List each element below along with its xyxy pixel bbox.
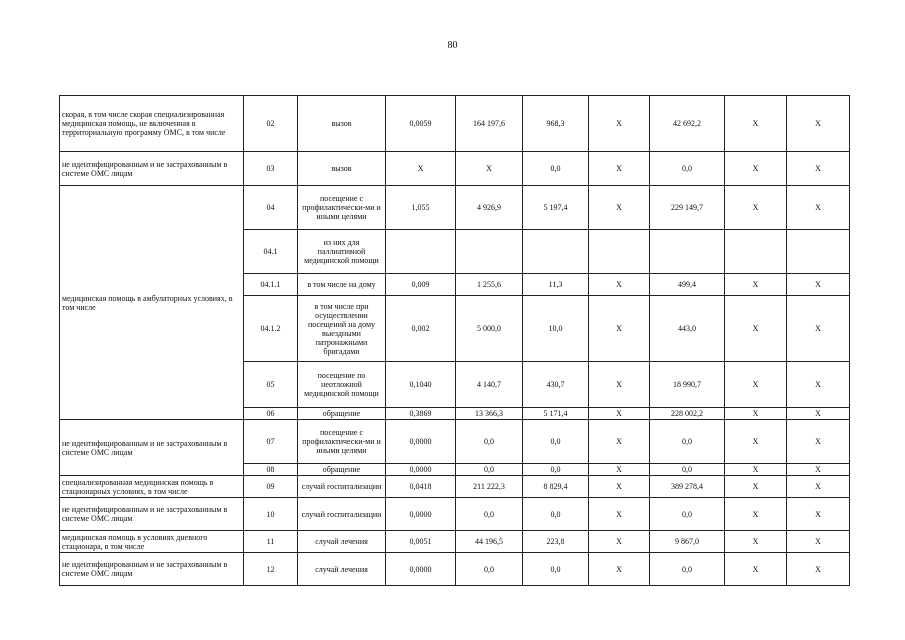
row-value: X bbox=[725, 420, 787, 464]
row-unit: в том числе на дому bbox=[298, 274, 386, 296]
row-value: X bbox=[725, 553, 787, 586]
row-code: 04 bbox=[244, 186, 298, 230]
row-value: 11,3 bbox=[523, 274, 589, 296]
row-value: X bbox=[787, 408, 850, 420]
row-value: 42 692,2 bbox=[650, 96, 725, 152]
row-value: X bbox=[725, 362, 787, 408]
row-value: 4 140,7 bbox=[456, 362, 523, 408]
row-value: X bbox=[787, 362, 850, 408]
row-value: X bbox=[589, 274, 650, 296]
row-value: 229 149,7 bbox=[650, 186, 725, 230]
row-unit: посещение по неотложной медицинской помощи bbox=[298, 362, 386, 408]
table-row bbox=[60, 553, 850, 586]
table-row bbox=[60, 186, 850, 230]
row-code: 11 bbox=[244, 531, 298, 553]
row-value: X bbox=[787, 274, 850, 296]
row-code: 04.1.2 bbox=[244, 296, 298, 362]
row-value: X bbox=[386, 152, 456, 186]
row-value: X bbox=[787, 464, 850, 476]
row-value: 0,009 bbox=[386, 274, 456, 296]
row-value: X bbox=[589, 464, 650, 476]
row-code: 04.1.1 bbox=[244, 274, 298, 296]
row-value bbox=[456, 230, 523, 274]
row-name: специализированная медицинская помощь в стационарных условиях, в том числе bbox=[60, 476, 244, 498]
row-value: 0,0000 bbox=[386, 420, 456, 464]
row-value: 4 926,9 bbox=[456, 186, 523, 230]
row-value: 0,002 bbox=[386, 296, 456, 362]
row-value bbox=[589, 230, 650, 274]
row-value: 0,0 bbox=[456, 498, 523, 531]
row-value: X bbox=[589, 498, 650, 531]
row-unit: случай лечения bbox=[298, 553, 386, 586]
row-value: 5 000,0 bbox=[456, 296, 523, 362]
row-code: 08 bbox=[244, 464, 298, 476]
row-value: 1,055 bbox=[386, 186, 456, 230]
row-value: X bbox=[725, 408, 787, 420]
row-value bbox=[787, 230, 850, 274]
row-value: X bbox=[725, 186, 787, 230]
row-value: 0,0 bbox=[650, 420, 725, 464]
row-value: 0,0 bbox=[523, 464, 589, 476]
row-value: 0,0 bbox=[650, 464, 725, 476]
row-unit: случай госпитализации bbox=[298, 498, 386, 531]
row-code: 02 bbox=[244, 96, 298, 152]
table-row bbox=[60, 531, 850, 553]
row-value: X bbox=[589, 420, 650, 464]
row-value: X bbox=[787, 96, 850, 152]
row-code: 05 bbox=[244, 362, 298, 408]
row-value: 9 867,0 bbox=[650, 531, 725, 553]
row-name: не идентифицированным и не застрахованным в системе ОМС лицам bbox=[60, 553, 244, 586]
row-value: X bbox=[589, 152, 650, 186]
row-value: X bbox=[589, 96, 650, 152]
row-value: X bbox=[725, 531, 787, 553]
row-value: X bbox=[787, 476, 850, 498]
row-name: медицинская помощь в амбулаторных условиях, в том числе bbox=[60, 186, 244, 420]
row-value bbox=[523, 230, 589, 274]
row-value: X bbox=[725, 476, 787, 498]
row-unit: посещение с профилактически-ми и иными целями bbox=[298, 186, 386, 230]
row-name: не идентифицированным и не застрахованным в системе ОМС лицам bbox=[60, 498, 244, 531]
row-code: 10 bbox=[244, 498, 298, 531]
row-value: 13 366,3 bbox=[456, 408, 523, 420]
row-value: X bbox=[589, 408, 650, 420]
row-unit: посещение с профилактически-ми и иными целями bbox=[298, 420, 386, 464]
row-name: медицинская помощь в условиях дневного стационара, в том числе bbox=[60, 531, 244, 553]
row-value: 0,0418 bbox=[386, 476, 456, 498]
row-code: 03 bbox=[244, 152, 298, 186]
row-value: 211 222,3 bbox=[456, 476, 523, 498]
row-value: 0,0000 bbox=[386, 464, 456, 476]
row-value: X bbox=[725, 296, 787, 362]
row-value: X bbox=[787, 531, 850, 553]
row-value: X bbox=[787, 498, 850, 531]
row-value: 0,0 bbox=[523, 152, 589, 186]
row-name: скорая, в том числе скорая специализированная медицинская помощь, не включенная в территориальную программу ОМС, в том числе bbox=[60, 96, 244, 152]
row-code: 12 bbox=[244, 553, 298, 586]
row-value: 0,0 bbox=[456, 420, 523, 464]
row-value: X bbox=[725, 464, 787, 476]
row-value: 0,1040 bbox=[386, 362, 456, 408]
row-value: 0,0000 bbox=[386, 498, 456, 531]
table-row bbox=[60, 476, 850, 498]
row-value: 0,0 bbox=[523, 420, 589, 464]
row-value: 499,4 bbox=[650, 274, 725, 296]
table-row bbox=[60, 420, 850, 464]
row-value: X bbox=[725, 498, 787, 531]
row-value: 0,0051 bbox=[386, 531, 456, 553]
row-value: 5 197,4 bbox=[523, 186, 589, 230]
row-value: 0,0000 bbox=[386, 553, 456, 586]
page-number: 80 bbox=[447, 40, 458, 51]
row-unit: вызов bbox=[298, 96, 386, 152]
row-unit: обращение bbox=[298, 408, 386, 420]
row-value bbox=[386, 230, 456, 274]
row-unit: из них для паллиативной медицинской помощи bbox=[298, 230, 386, 274]
row-value: 228 002,2 bbox=[650, 408, 725, 420]
row-value: 0,0 bbox=[650, 152, 725, 186]
table-row bbox=[60, 96, 850, 152]
row-value: 0,0 bbox=[523, 498, 589, 531]
row-value: 0,0 bbox=[456, 553, 523, 586]
row-unit: вызов bbox=[298, 152, 386, 186]
row-value: X bbox=[589, 186, 650, 230]
row-value: 8 829,4 bbox=[523, 476, 589, 498]
row-code: 07 bbox=[244, 420, 298, 464]
row-value: 0,0 bbox=[456, 464, 523, 476]
row-value: 10,0 bbox=[523, 296, 589, 362]
row-value: 389 278,4 bbox=[650, 476, 725, 498]
row-value: X bbox=[787, 420, 850, 464]
row-code: 09 bbox=[244, 476, 298, 498]
row-value: X bbox=[589, 296, 650, 362]
financing-table bbox=[59, 95, 850, 586]
row-value bbox=[650, 230, 725, 274]
row-value bbox=[725, 230, 787, 274]
row-value: X bbox=[725, 152, 787, 186]
row-code: 06 bbox=[244, 408, 298, 420]
row-value: 18 990,7 bbox=[650, 362, 725, 408]
row-value: X bbox=[589, 553, 650, 586]
row-value: 44 196,5 bbox=[456, 531, 523, 553]
row-value: 5 171,4 bbox=[523, 408, 589, 420]
row-code: 04.1 bbox=[244, 230, 298, 274]
row-value: 0,0 bbox=[650, 553, 725, 586]
row-value: 1 255,6 bbox=[456, 274, 523, 296]
row-value: 0,0 bbox=[650, 498, 725, 531]
row-unit: случай лечения bbox=[298, 531, 386, 553]
row-value: X bbox=[589, 531, 650, 553]
row-value: 443,0 bbox=[650, 296, 725, 362]
row-value: 223,8 bbox=[523, 531, 589, 553]
table-row bbox=[60, 498, 850, 531]
row-name: не идентифицированным и не застрахованным в системе ОМС лицам bbox=[60, 152, 244, 186]
row-value: 0,3869 bbox=[386, 408, 456, 420]
row-value: X bbox=[787, 553, 850, 586]
row-value: 430,7 bbox=[523, 362, 589, 408]
row-value: X bbox=[456, 152, 523, 186]
row-value: 0,0059 bbox=[386, 96, 456, 152]
row-value: X bbox=[787, 296, 850, 362]
row-unit: в том числе при осуществлении посещений на дому выездными патронажными бригадами bbox=[298, 296, 386, 362]
row-value: X bbox=[589, 476, 650, 498]
row-name: не идентифицированным и не застрахованным в системе ОМС лицам bbox=[60, 420, 244, 476]
row-value: 164 197,6 bbox=[456, 96, 523, 152]
row-value: X bbox=[725, 274, 787, 296]
row-value: X bbox=[787, 152, 850, 186]
row-value: X bbox=[787, 186, 850, 230]
row-value: 0,0 bbox=[523, 553, 589, 586]
table-row bbox=[60, 152, 850, 186]
row-value: X bbox=[589, 362, 650, 408]
row-unit: случай госпитализации bbox=[298, 476, 386, 498]
row-value: X bbox=[725, 96, 787, 152]
row-unit: обращение bbox=[298, 464, 386, 476]
row-value: 968,3 bbox=[523, 96, 589, 152]
